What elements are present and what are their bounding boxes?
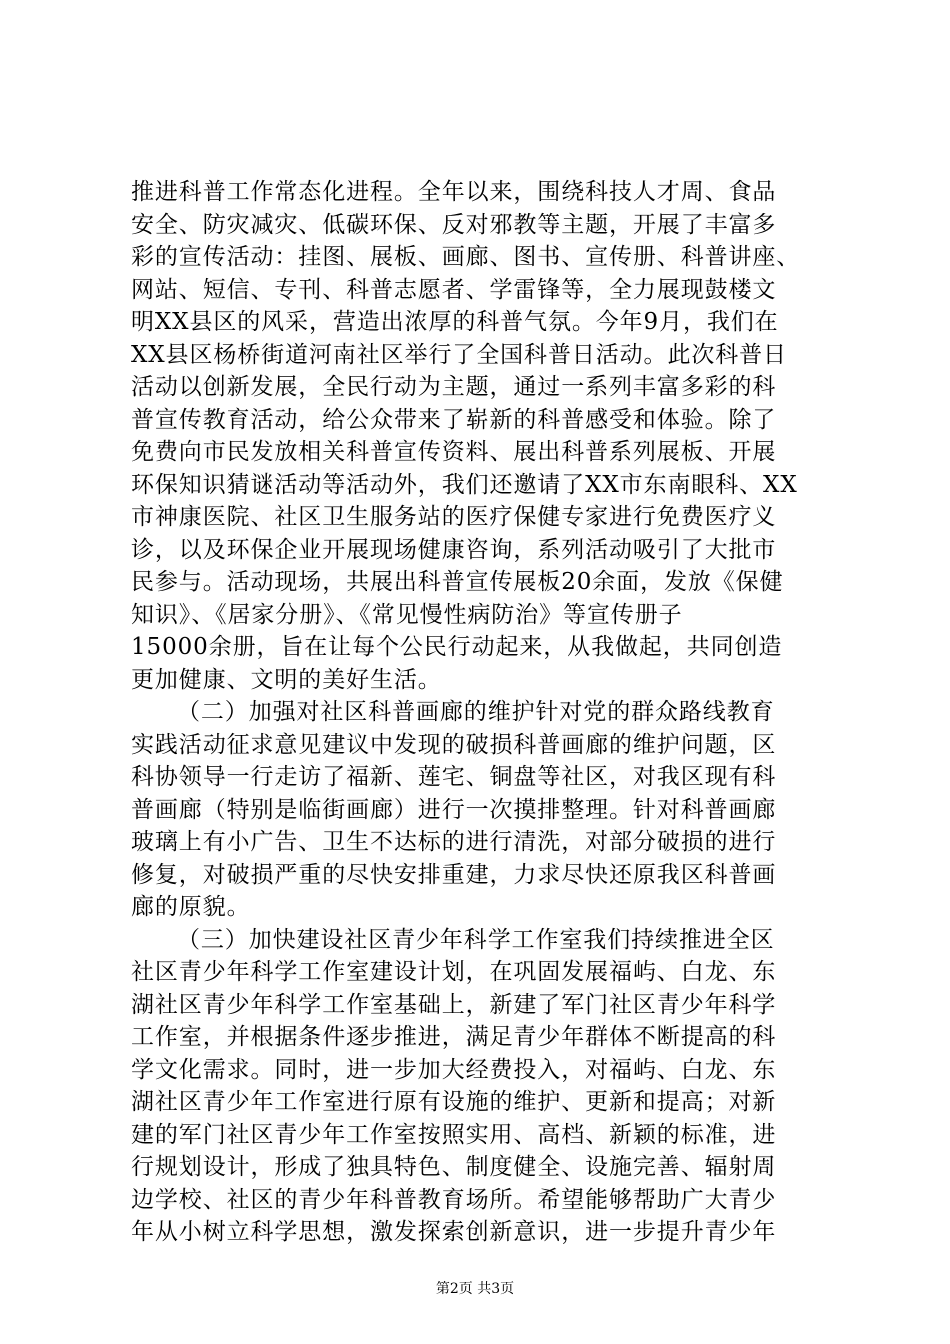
text-line: 玻璃上有小广告、卫生不达标的进行清洗，对部分破损的进行 [131,829,777,855]
text-line: 更加健康、文明的美好生活。 [131,666,442,693]
text-line: 湖社区青少年科学工作室基础上，新建了军门社区青少年科学 [131,991,777,1018]
text-line: 15000余册，旨在让每个公民行动起来，从我做起，共同创造 [131,634,783,660]
text-line: 普画廊（特别是临街画廊）进行一次摸排整理。针对科普画廊 [131,796,777,823]
text-line: 实践活动征求意见建议中发现的破损科普画廊的维护问题，区 [131,731,777,758]
text-line: 活动以创新发展，全民行动为主题，通过一系列丰富多彩的科 [131,374,777,400]
text-line: 工作室，并根据条件逐步推进，满足青少年群体不断提高的科 [131,1024,777,1050]
text-line: XX县区杨桥街道河南社区举行了全国科普日活动。此次科普日 [131,341,787,368]
text-line: 推进科普工作常态化进程。全年以来，围绕科技人才周、食品 [131,179,777,205]
text-line: 安全、防灾减灾、低碳环保、反对邪教等主题，开展了丰富多 [131,211,777,238]
text-line: 社区青少年科学工作室建设计划，在巩固发展福屿、白龙、东 [131,959,777,985]
section-heading-line: （二）加强对社区科普画廊的维护针对党的群众路线教育 [177,699,775,725]
text-line: 环保知识猜谜活动等活动外，我们还邀请了XX市东南眼科、XX [131,471,798,498]
text-line: 修复，对破损严重的尽快安排重建，力求尽快还原我区科普画 [131,861,777,888]
text-line: 普宣传教育活动，给公众带来了崭新的科普感受和体验。除了 [131,406,777,433]
text-line: 廊的原貌。 [131,894,251,920]
document-body [131,176,831,1249]
text-line: 湖社区青少年工作室进行原有设施的维护、更新和提高；对新 [131,1089,777,1115]
text-line: 明XX县区的风采，营造出浓厚的科普气氛。今年9月，我们在 [131,309,779,335]
text-line: 知识》、《居家分册》、《常见慢性病防治》等宣传册子 [131,601,683,628]
text-line: 年从小树立科学思想，激发探索创新意识，进一步提升青少年 [131,1219,777,1245]
text-line: 网站、短信、专刊、科普志愿者、学雷锋等，全力展现鼓楼文 [131,276,777,303]
text-line: 学文化需求。同时，进一步加大经费投入，对福屿、白龙、东 [131,1056,777,1083]
text-line: 边学校、社区的青少年科普教育场所。希望能够帮助广大青少 [131,1186,777,1213]
text-line: 行规划设计，形成了独具特色、制度健全、设施完善、辐射周 [131,1154,777,1180]
text-line: 免费向市民发放相关科普宣传资料、展出科普系列展板、开展 [131,439,777,465]
section-heading-line: （三）加快建设社区青少年科学工作室我们持续推进全区 [177,926,775,953]
text-line: 彩的宣传活动：挂图、展板、画廊、图书、宣传册、科普讲座、 [131,244,801,270]
text-line: 建的军门社区青少年工作室按照实用、高档、新颖的标准，进 [131,1121,777,1148]
text-line: 诊，以及环保企业开展现场健康咨询，系列活动吸引了大批市 [131,536,777,563]
text-line: 民参与。活动现场，共展出科普宣传展板20余面，发放《保健 [131,569,784,595]
text-line: 科协领导一行走访了福新、莲宅、铜盘等社区，对我区现有科 [131,764,777,790]
text-line: 市神康医院、社区卫生服务站的医疗保健专家进行免费医疗义 [131,504,777,530]
page-footer: 第2页 共3页 [435,1281,515,1297]
